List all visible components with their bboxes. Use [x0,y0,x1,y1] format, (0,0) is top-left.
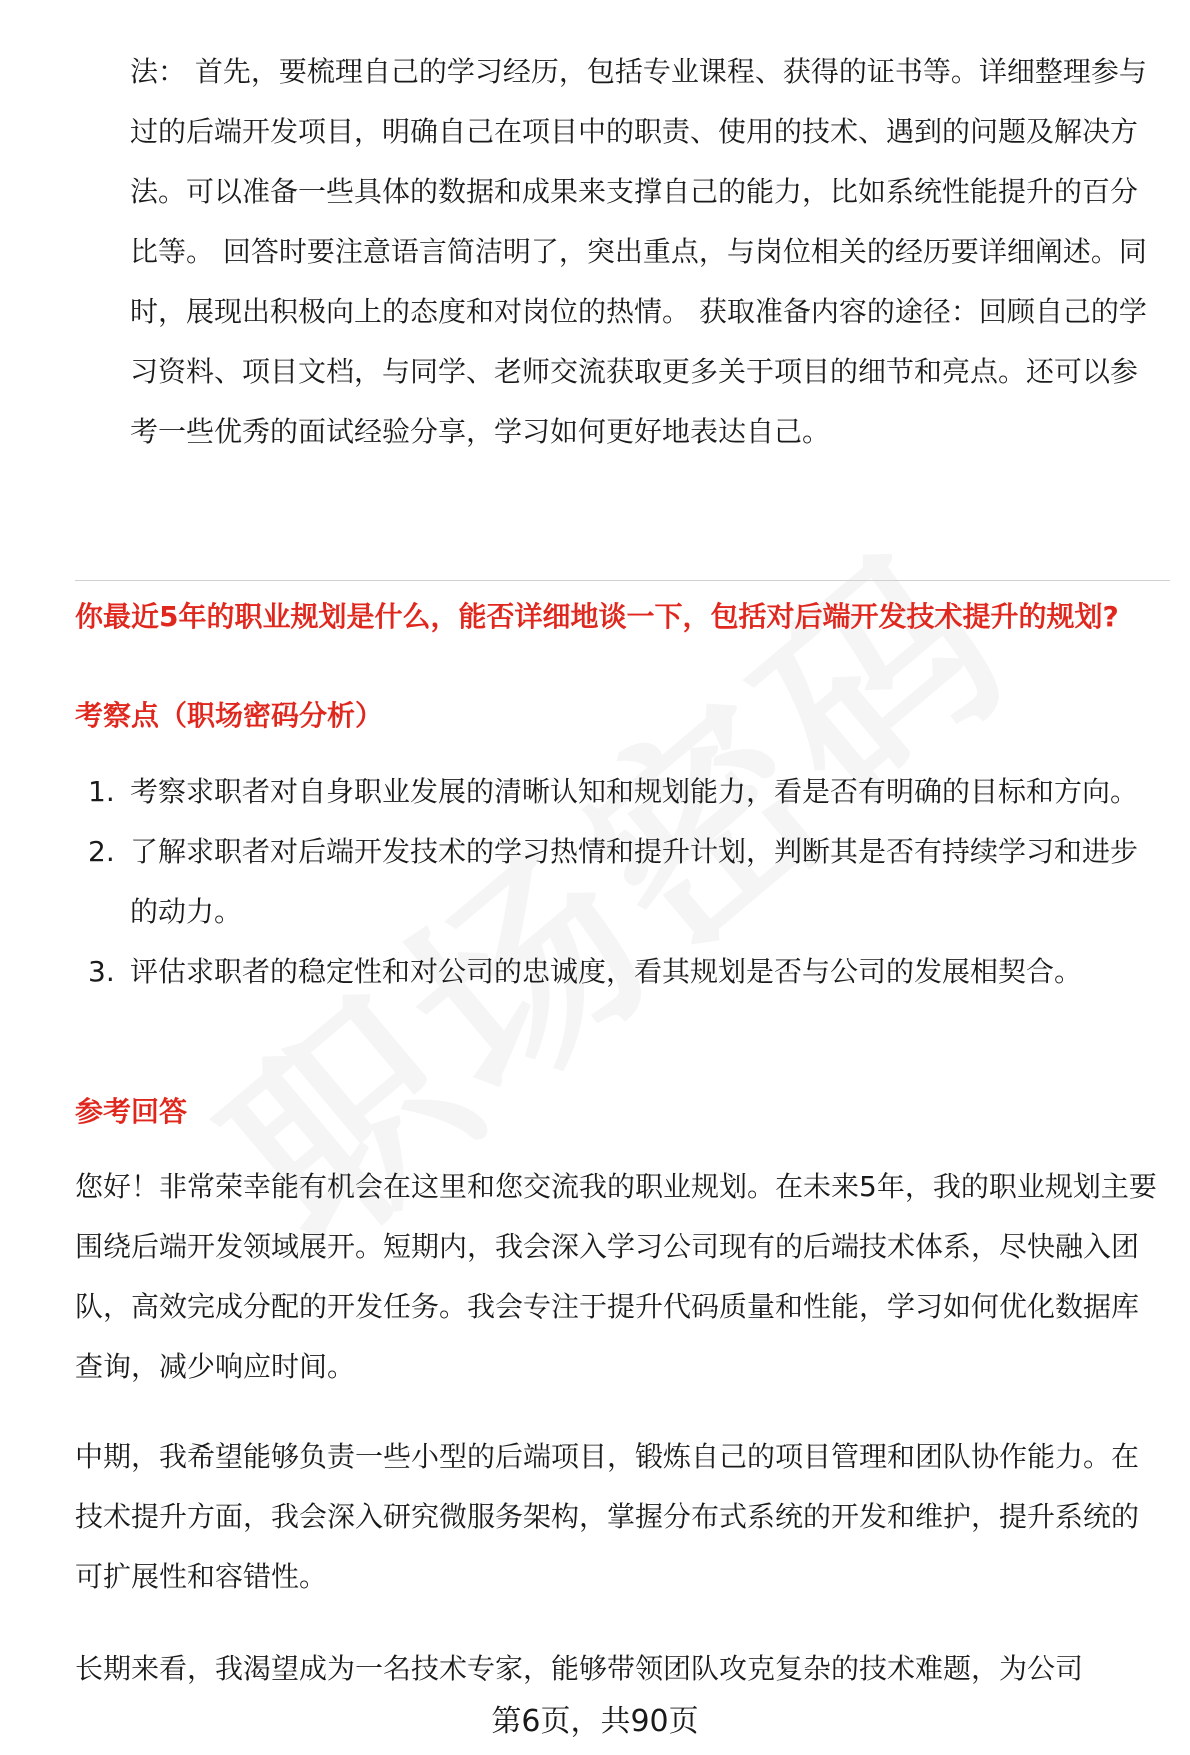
intro-paragraph: 法： 首先，要梳理自己的学习经历，包括专业课程、获得的证书等。详细整理参与过的后端开发项目，明确自己在项目中的职责、使用的技术、遇到的问题及解决方法。可以准备一些具体的数据和成果来支撑自己的能力，比如系统性能提升的百分比等。 回答时要注意语言简洁明了，突出重点，与岗位相关的经历要详细阐述。同时，展现出积极向上的态度和对岗位的热情。 获取准备内容的途径：回顾自己的学习资料、项目文档，与同学、老师交流获取更多关于项目的细节和亮点。还可以参考一些优秀的面试经验分享，学习如何更好地表达自己。 [130,55,1147,448]
list-item [75,942,1160,1002]
list-number: 1. [88,775,115,808]
points-heading: 考察点（职场密码分析） [75,699,384,732]
list-item-text: 考察求职者对自身职业发展的清晰认知和规划能力，看是否有明确的目标和方向。 [130,775,1139,808]
list-item-text: 了解求职者对后端开发技术的学习热情和提升计划，判断其是否有持续学习和进步的动力。 [130,835,1139,928]
list-number: 2. [88,835,115,868]
list-item-text: 评估求职者的稳定性和对公司的忠诚度，看其规划是否与公司的发展相契合。 [130,955,1083,988]
list-item [75,762,1160,822]
answer-paragraph: 长期来看，我渴望成为一名技术专家，能够带领团队攻克复杂的技术难题，为公司 [75,1652,1084,1685]
answer-paragraph: 中期，我希望能够负责一些小型的后端项目，锻炼自己的项目管理和团队协作能力。在技术提升方面，我会深入研究微服务架构，掌握分布式系统的开发和维护，提升系统的可扩展性和容错性。 [75,1440,1140,1593]
list-item [75,822,1160,942]
points-list [75,762,1160,1002]
answer-heading: 参考回答 [75,1095,188,1128]
answer-paragraph: 您好！非常荣幸能有机会在这里和您交流我的职业规划。在未来5年，我的职业规划主要围绕后端开发领域展开。短期内，我会深入学习公司现有的后端技术体系，尽快融入团队，高效完成分配的开发任务。我会专注于提升代码质量和性能，学习如何优化数据库查询，减少响应时间。 [75,1170,1157,1383]
page-number-footer: 第6页，共90页 [0,1700,1190,1744]
section-divider [75,580,1170,581]
list-number: 3. [88,955,115,988]
question-title: 你最近5年的职业规划是什么，能否详细地谈一下，包括对后端开发技术提升的规划? [75,600,1119,633]
